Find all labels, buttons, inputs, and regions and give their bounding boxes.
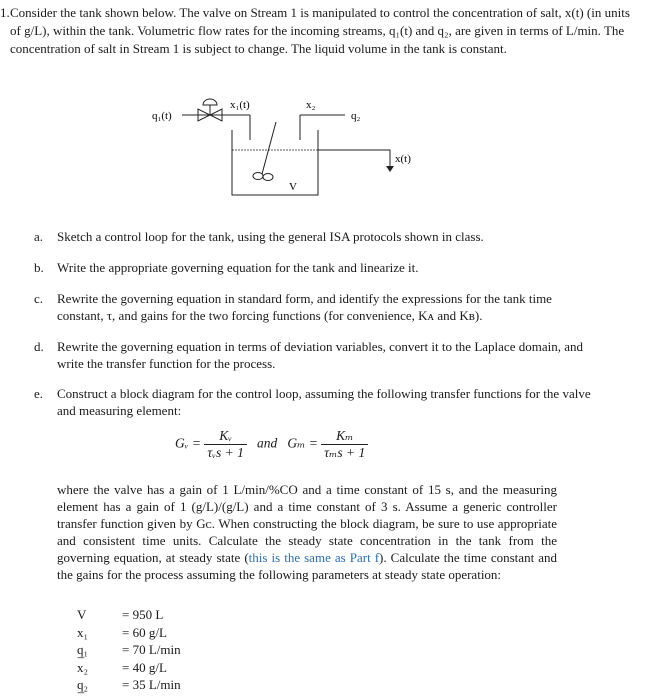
agitator-icon	[253, 122, 276, 181]
part-f-reference-link[interactable]: this is the same as Part f	[248, 550, 380, 565]
gm-fraction	[321, 428, 368, 461]
label-x1: x₁(t)	[230, 99, 250, 111]
gv-lhs: Gᵥ =	[175, 435, 202, 451]
explanation-paragraph	[57, 481, 557, 583]
gm-numerator: Kₘ	[321, 428, 368, 445]
param-value: = 35 L/min	[122, 677, 181, 692]
part-label: e.	[34, 386, 44, 401]
part-a	[34, 228, 594, 245]
part-c	[34, 290, 594, 324]
part-label: a.	[34, 229, 44, 244]
parameter-row	[77, 659, 181, 677]
label-q2: q₂	[351, 110, 361, 122]
part-text: Write the appropriate governing equation for the tank and linearize it.	[57, 260, 419, 275]
gv-fraction	[204, 428, 246, 461]
part-label: d.	[34, 339, 44, 354]
part-text: Rewrite the governing equation in terms of deviation variables, convert it to the Laplace domain, and write the transfer function for the process.	[57, 339, 583, 371]
problem-number: 1.	[0, 5, 10, 20]
parameter-list	[77, 606, 181, 694]
part-e	[34, 385, 594, 419]
parameter-row	[77, 624, 181, 642]
control-valve-icon	[198, 99, 222, 121]
label-volume: V	[289, 181, 297, 193]
gv-denominator: τᵥs + 1	[207, 445, 244, 460]
part-d	[34, 338, 594, 372]
param-value: = 70 L/min	[122, 642, 181, 657]
formula-and: and	[257, 435, 278, 451]
parameter-row	[77, 676, 181, 694]
label-q1: q₁(t)	[152, 110, 172, 122]
param-symbol: q̲₂	[77, 677, 89, 692]
transfer-function-formula	[175, 428, 368, 461]
part-text: Construct a block diagram for the control loop, assuming the following transfer functions for the valve and measuring element:	[57, 386, 591, 418]
tank-wall	[232, 130, 318, 195]
part-text: Rewrite the governing equation in standard form, and identify the expressions for the tank time constant, τ, and gains for the two forcing functions (for convenience, Kᴀ and Kʙ).	[57, 291, 552, 323]
tank-diagram	[140, 90, 440, 200]
parameter-row	[77, 641, 181, 659]
label-xt: x(t)	[395, 153, 411, 165]
paragraph-text-before: where the valve has a gain of 1 L/min/%CO and a time constant of 15 s, and the measuring element has a gain of 1 (g/L)/(g/L) and a time constant of 3 s. Assume a generic controller transfer function given by Gᴄ. When constructing the block diagram, be sure to use appropriate and consistent time units. Calculate the steady state concentration in the tank from the governing equation, at steady state (	[57, 482, 557, 565]
problem-intro	[0, 4, 640, 58]
gm-denominator: τₘs + 1	[324, 445, 366, 460]
part-b	[34, 259, 594, 276]
part-text: Sketch a control loop for the tank, using the general ISA protocols shown in class.	[57, 229, 484, 244]
param-symbol: V	[77, 607, 87, 622]
part-label: c.	[34, 291, 44, 306]
param-value: = 950 L	[122, 607, 164, 622]
problem-intro-text: Consider the tank shown below. The valve on Stream 1 is manipulated to control the concentration of salt, x(t) (in units of g/L), within the tank. Volumetric flow rates for the incoming streams, q₁(t) and q₂, are given in terms of L/min. The concentration of salt in Stream 1 is subject to change. The liquid volume in the tank is constant.	[10, 5, 630, 56]
part-label: b.	[34, 260, 44, 275]
parameter-row	[77, 606, 181, 624]
outlet-pipe	[318, 150, 390, 168]
param-symbol: x₂	[77, 659, 89, 675]
paragraph-text-after: ). Calculate the time constant and the gains for the process assuming the following parameters at steady state operation:	[57, 550, 557, 582]
param-value: = 40 g/L	[122, 659, 167, 675]
label-x2: x₂	[306, 99, 316, 111]
param-symbol: q̲₁	[77, 642, 89, 657]
param-value: = 60 g/L	[122, 624, 167, 640]
gm-lhs: Gₘ =	[287, 435, 318, 451]
outlet-arrow-icon	[386, 166, 394, 172]
gv-numerator: Kᵥ	[204, 428, 246, 445]
param-symbol: x₁	[77, 624, 89, 640]
